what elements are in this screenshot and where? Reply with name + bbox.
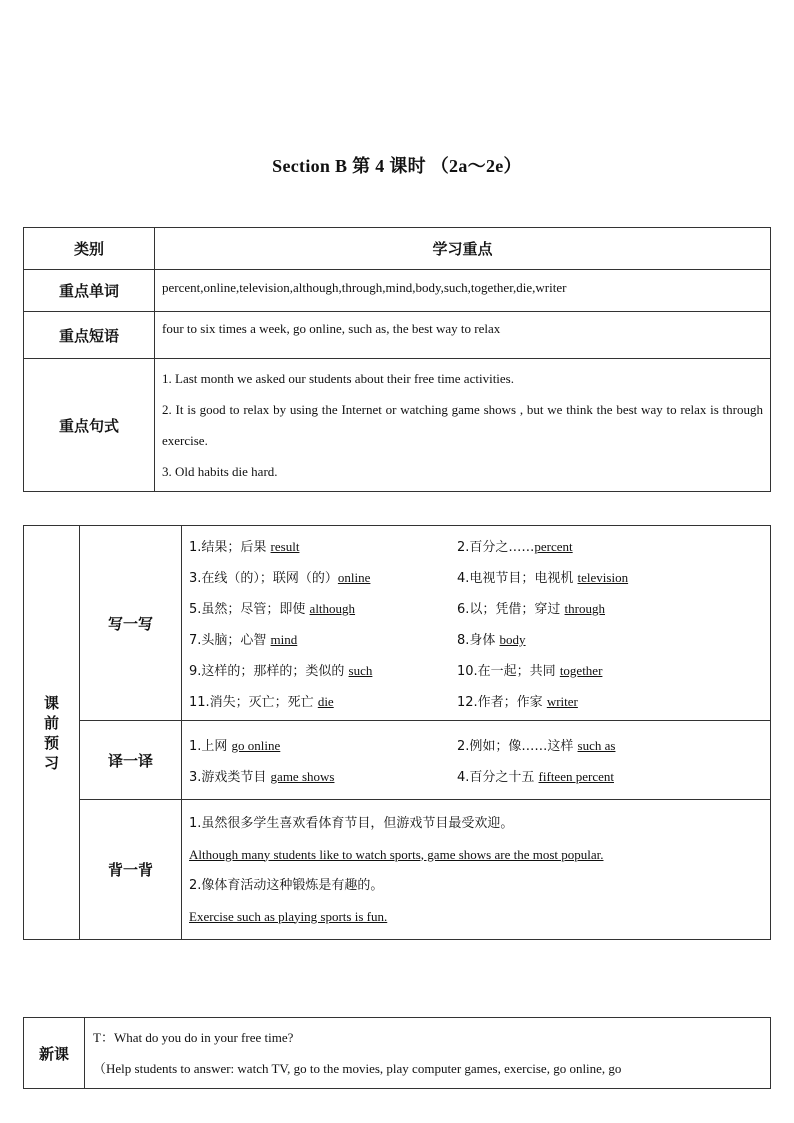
key-words: percent,online,television,although,through,mind,body,such,together,die,writer <box>155 270 771 312</box>
page-title: Section B 第 4 课时 （2a～2e） <box>272 156 522 176</box>
recite-answer: Although many students like to watch sports, game shows are the most popular. <box>189 846 604 862</box>
sentence-item: 3. Old habits die hard. <box>162 464 278 479</box>
recite-line: 1.虽然很多学生喜欢看体育节目，但游戏节目最受欢迎。 <box>189 815 514 831</box>
focus-table <box>23 227 771 492</box>
write-label: 写一写 <box>80 526 182 721</box>
recite-section <box>182 800 771 940</box>
header-category: 类别 <box>24 228 155 270</box>
preview-table <box>23 525 771 940</box>
recite-line: 2.像体育活动这种锻炼是有趣的。 <box>189 877 384 893</box>
translate-section: 1.上网 go online 2.例如；像……这样 such as 3.游戏类节目 game shows 4.百分之十五 fifteen percent <box>182 721 771 800</box>
new-lesson-table <box>23 1017 771 1089</box>
header-focus: 学习重点 <box>155 228 771 270</box>
sentence-item: 2. It is good to relax by using the Internet or watching game shows , but we think the best way to relax is through exercise. <box>162 402 763 448</box>
sentences-label: 重点句式 <box>24 359 155 492</box>
new-lesson-line: T：What do you do in your free time? <box>93 1030 294 1045</box>
new-lesson-label: 新课 <box>24 1018 85 1089</box>
new-lesson-line: （Help students to answer: watch TV, go to the movies, play computer games, exercise, go online, go <box>93 1061 622 1076</box>
sentence-item: 1. Last month we asked our students about their free time activities. <box>162 371 514 386</box>
translate-label: 译一译 <box>80 721 182 800</box>
write-section: 1.结果；后果 result 2.百分之……percent 3.在线（的）；联网（的）online 4.电视节目；电视机 television 5.虽然；尽管；即使 although 6.以；凭借；穿过 through 7.头脑；心智 mind 8.身体 body 9.这样的；那样的；类似的 such 10.在一起；共同 together 11.消失；灭亡；死亡 die 12.作者；作家 writer <box>182 526 771 721</box>
words-label: 重点单词 <box>24 270 155 312</box>
recite-label: 背一背 <box>80 800 182 940</box>
phrases-label: 重点短语 <box>24 312 155 359</box>
new-lesson-body <box>85 1018 771 1089</box>
key-sentences <box>155 359 771 492</box>
preview-group-label: 课前预习 <box>24 526 80 940</box>
recite-answer: Exercise such as playing sports is fun. <box>189 908 388 924</box>
key-phrases: four to six times a week, go online, such as, the best way to relax <box>155 312 771 359</box>
